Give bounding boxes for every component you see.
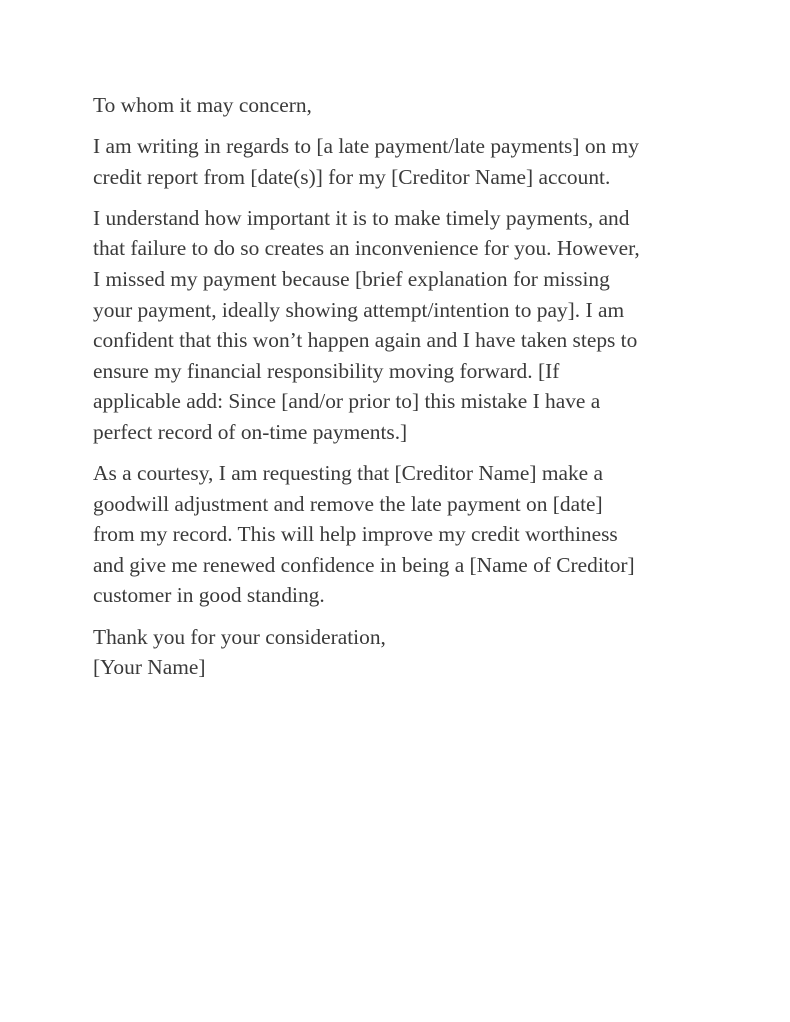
text-line: from my record. This will help improve my credit worthiness [93, 522, 618, 547]
text-line: As a courtesy, I am requesting that [Creditor Name] make a [93, 461, 604, 486]
paragraph-goodwill-request [93, 458, 698, 611]
text-line: confident that this won’t happen again and I have taken steps to [93, 328, 638, 353]
text-line: credit report from [date(s)] for my [Creditor Name] account. [93, 164, 611, 189]
signature-placeholder: [Your Name] [93, 655, 206, 680]
paragraph-late-payment-intro [93, 131, 698, 192]
sign-off [93, 622, 698, 683]
closing-line: Thank you for your consideration, [93, 624, 386, 649]
text-line: your payment, ideally showing attempt/intention to pay]. I am [93, 297, 625, 322]
text-line: goodwill adjustment and remove the late payment on [date] [93, 491, 603, 516]
text-line: ensure my financial responsibility moving forward. [If [93, 358, 560, 383]
letter-body [93, 90, 698, 693]
text-line: I understand how important it is to make timely payments, and [93, 205, 630, 230]
text-line: I am writing in regards to [a late payment/late payments] on my [93, 134, 639, 159]
text-line: and give me renewed confidence in being a [Name of Creditor] [93, 552, 635, 577]
text-line: perfect record of on-time payments.] [93, 419, 408, 444]
greeting: To whom it may concern, [93, 93, 312, 117]
text-line: that failure to do so creates an inconvenience for you. However, [93, 236, 640, 261]
text-line: customer in good standing. [93, 583, 325, 608]
paragraph-explanation [93, 203, 698, 448]
text-line: applicable add: Since [and/or prior to] this mistake I have a [93, 389, 601, 414]
text-line: I missed my payment because [brief explanation for missing [93, 266, 610, 291]
